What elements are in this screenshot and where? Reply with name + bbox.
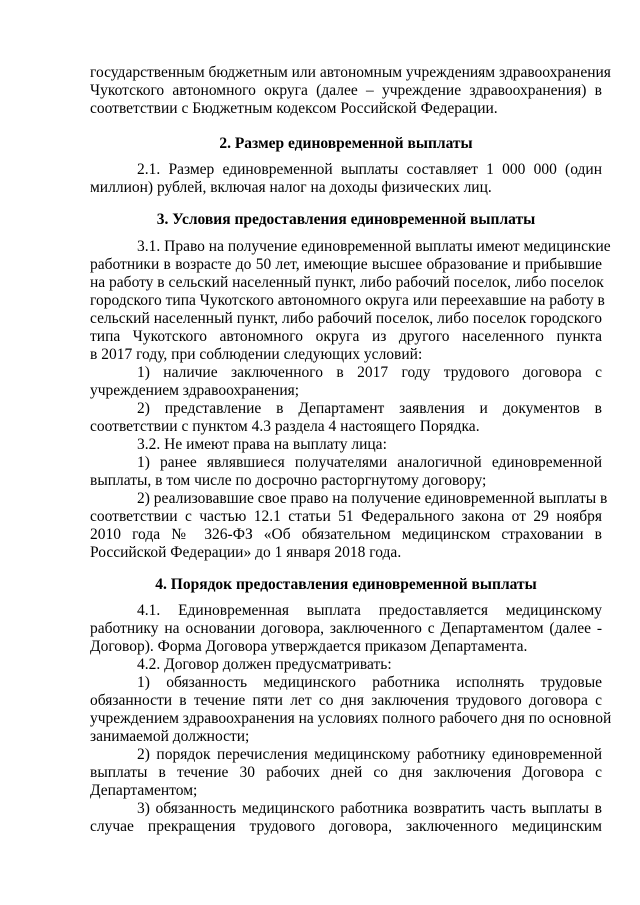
text-line: Российской Федерации» до 1 января 2018 года. bbox=[90, 544, 402, 561]
text-line: миллион) рублей, включая налог на доходы физических лиц. bbox=[90, 179, 492, 196]
text-line: 4.1. Единовременная выплата предоставляется медицинскому bbox=[137, 602, 602, 619]
section-3-heading: 3. Условия предоставления единовременной выплаты bbox=[156, 211, 536, 228]
text-line: выплаты, в том числе по досрочно расторгнутому договору; bbox=[90, 472, 487, 489]
text-line: выплаты в течение 30 рабочих дней со дня заключения Договора с bbox=[90, 764, 602, 781]
text-line: 1) обязанность медицинского работника исполнять трудовые bbox=[137, 674, 602, 691]
text-line: Чукотского автономного округа (далее – учреждение здравоохранения) в bbox=[90, 82, 602, 99]
text-line: 2010 года № 326-ФЗ «Об обязательном медицинском страховании в bbox=[90, 526, 602, 543]
text-line: работники в возрасте до 50 лет, имеющие высшее образование и прибывшие bbox=[90, 256, 602, 273]
text-line: на работу в сельский населенный пункт, либо рабочий поселок, либо поселок bbox=[90, 274, 604, 291]
section-2-heading: 2. Размер единовременной выплаты bbox=[219, 135, 473, 152]
text-line: случае прекращения трудового договора, заключенного медицинским bbox=[90, 818, 602, 835]
text-line: 2) реализовавшие свое право на получение единовременной выплаты в bbox=[137, 490, 608, 507]
text-line: государственным бюджетным или автономным учреждениям здравоохранения bbox=[90, 64, 611, 81]
text-line: 3) обязанность медицинского работника возвратить часть выплаты в bbox=[137, 800, 602, 817]
section-4-heading: 4. Порядок предоставления единовременной выплаты bbox=[155, 576, 537, 593]
text-line: соответствии с частью 12.1 статьи 51 Федерального закона от 29 ноября bbox=[90, 508, 602, 525]
text-line: Договор). Форма Договора утверждается приказом Департамента. bbox=[90, 638, 528, 655]
text-line: 3.1. Право на получение единовременной выплаты имеют медицинские bbox=[137, 238, 611, 255]
text-line: 1) ранее являвшиеся получателями аналогичной единовременной bbox=[137, 454, 602, 471]
text-line: 2.1. Размер единовременной выплаты составляет 1 000 000 (один bbox=[137, 161, 602, 178]
text-line: в 2017 году, при соблюдении следующих условий: bbox=[90, 346, 423, 363]
text-line: соответствии с пунктом 4.3 раздела 4 настоящего Порядка. bbox=[90, 418, 480, 435]
text-line: 4.2. Договор должен предусматривать: bbox=[137, 656, 392, 673]
text-line: городского типа Чукотского автономного округа или переехавшие на работу в bbox=[90, 292, 605, 309]
text-line: типа Чукотского автономного округа из другого населенного пункта bbox=[90, 328, 602, 345]
text-line: 3.2. Не имеют права на выплату лица: bbox=[137, 436, 387, 453]
text-line: работнику на основании договора, заключенного с Департаментом (далее - bbox=[90, 620, 602, 637]
text-line: 1) наличие заключенного в 2017 году трудового договора с bbox=[137, 364, 602, 381]
text-line: занимаемой должности; bbox=[90, 728, 250, 745]
text-line: учреждением здравоохранения на условиях полного рабочего дня по основной bbox=[90, 710, 612, 727]
text-line: сельский населенный пункт, либо рабочий поселок, либо поселок городского bbox=[90, 310, 602, 327]
text-line: 2) порядок перечисления медицинскому работнику единовременной bbox=[137, 746, 602, 763]
text-line: обязанности в течение пяти лет со дня заключения трудового договора с bbox=[90, 692, 602, 709]
text-line: Департаментом; bbox=[90, 782, 198, 799]
text-line: соответствии с Бюджетным кодексом Российской Федерации. bbox=[90, 100, 498, 117]
text-line: 2) представление в Департамент заявления и документов в bbox=[137, 400, 602, 417]
text-line: учреждением здравоохранения; bbox=[90, 382, 300, 399]
